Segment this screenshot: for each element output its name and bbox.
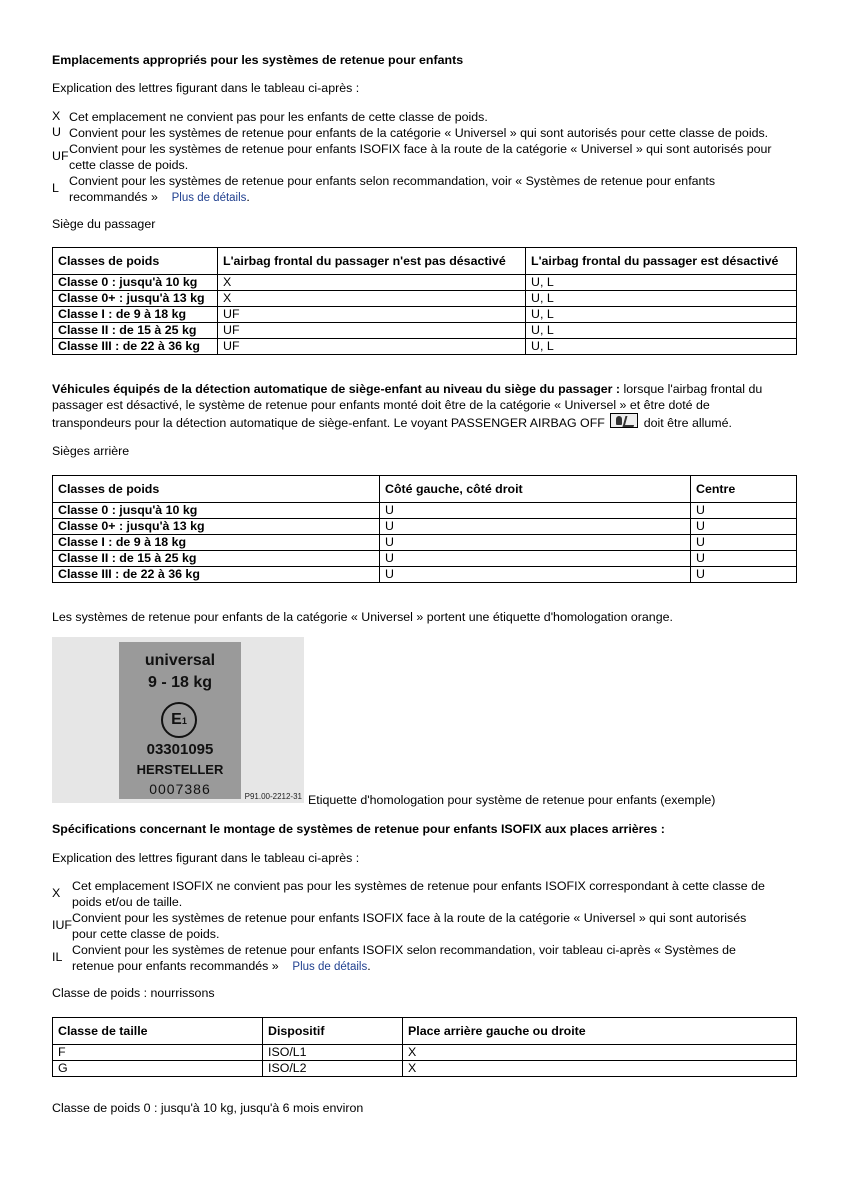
table-row: Classe I : de 9 à 18 kg UF U, L xyxy=(53,307,797,323)
section-heading: Spécifications concernant le montage de systèmes de retenue pour enfants ISOFIX aux places arrières : xyxy=(52,822,665,836)
detection-paragraph: Véhicules équipés de la détection automatique de siège-enfant au niveau du siège du passager : lorsque l'airbag frontal du passager est désactivé, le système de retenue pour enfants monté doit être de la catégorie « Universel » et être doté de transpondeurs pour la détection automatique de siège-enfant. Le voyant PASSENGER AIRBAG OFF doit être allumé. xyxy=(52,382,763,430)
table-row: G ISO/L2 X xyxy=(53,1061,797,1077)
passenger-seat-table xyxy=(52,247,797,355)
details-link[interactable]: Plus de détails xyxy=(171,192,247,204)
column-header: Dispositif xyxy=(263,1018,403,1045)
legend-letter: L xyxy=(52,181,59,195)
legend-letter: IUF xyxy=(52,918,72,932)
table-row: Classe II : de 15 à 25 kg U U xyxy=(53,551,797,567)
label-note: Les systèmes de retenue pour enfants de la catégorie « Universel » portent une étiquette d'homologation orange. xyxy=(52,610,673,624)
column-header: L'airbag frontal du passager est désactivé xyxy=(526,248,797,275)
column-header: Côté gauche, côté droit xyxy=(380,476,691,503)
label-weight: 9 - 18 kg xyxy=(147,674,213,691)
e-mark-icon: E1 xyxy=(161,702,197,738)
column-header: Place arrière gauche ou droite xyxy=(403,1018,797,1045)
table-row: Classe 0+ : jusqu'à 13 kg U U xyxy=(53,519,797,535)
table-row: Classe III : de 22 à 36 kg UF U, L xyxy=(53,339,797,355)
table-title: Sièges arrière xyxy=(52,444,130,458)
table-title: Siège du passager xyxy=(52,217,156,231)
column-header: Centre xyxy=(691,476,797,503)
details-link[interactable]: Plus de détails xyxy=(292,961,368,973)
image-caption: Etiquette d'homologation pour système de retenue pour enfants (exemple) xyxy=(308,793,716,807)
column-header: Classes de poids xyxy=(53,476,380,503)
table-header-row xyxy=(53,476,797,503)
legend-intro: Explication des lettres figurant dans le tableau ci-après : xyxy=(52,81,360,95)
table-header-row xyxy=(53,248,797,275)
label-category: universal xyxy=(144,652,216,669)
footer-text: Classe de poids 0 : jusqu'à 10 kg, jusqu'à 6 mois environ xyxy=(52,1101,364,1115)
label-maker: HERSTELLER xyxy=(136,762,224,777)
homologation-label-image xyxy=(52,637,304,803)
table-row: Classe 0 : jusqu'à 10 kg U U xyxy=(53,503,797,519)
label-serial: 0007386 xyxy=(149,781,211,797)
airbag-off-icon xyxy=(610,413,638,428)
table-row: Classe III : de 22 à 36 kg U U xyxy=(53,567,797,583)
legend-letter: IL xyxy=(52,950,63,964)
table-title: Classe de poids : nourrissons xyxy=(52,986,215,1000)
legend-intro: Explication des lettres figurant dans le tableau ci-après : xyxy=(52,851,360,865)
table-row: Classe 0 : jusqu'à 10 kg X U, L xyxy=(53,275,797,291)
column-header: L'airbag frontal du passager n'est pas désactivé xyxy=(218,248,526,275)
column-header: Classes de poids xyxy=(53,248,218,275)
legend-letter: UF xyxy=(52,149,69,163)
section-heading: Emplacements appropriés pour les systèmes de retenue pour enfants xyxy=(52,53,464,67)
legend-letter: X xyxy=(52,886,61,900)
infants-table xyxy=(52,1017,797,1077)
rear-seats-table xyxy=(52,475,797,583)
table-row: Classe 0+ : jusqu'à 13 kg X U, L xyxy=(53,291,797,307)
image-reference: P91.00-2212-31 xyxy=(244,792,302,801)
table-row: Classe II : de 15 à 25 kg UF U, L xyxy=(53,323,797,339)
column-header: Classe de taille xyxy=(53,1018,263,1045)
label-number: 03301095 xyxy=(146,741,214,758)
legend-letter: U xyxy=(52,125,61,139)
legend-letter: X xyxy=(52,109,61,123)
label-plate xyxy=(119,642,241,799)
table-row: Classe I : de 9 à 18 kg U U xyxy=(53,535,797,551)
table-row: F ISO/L1 X xyxy=(53,1045,797,1061)
table-header-row xyxy=(53,1018,797,1045)
